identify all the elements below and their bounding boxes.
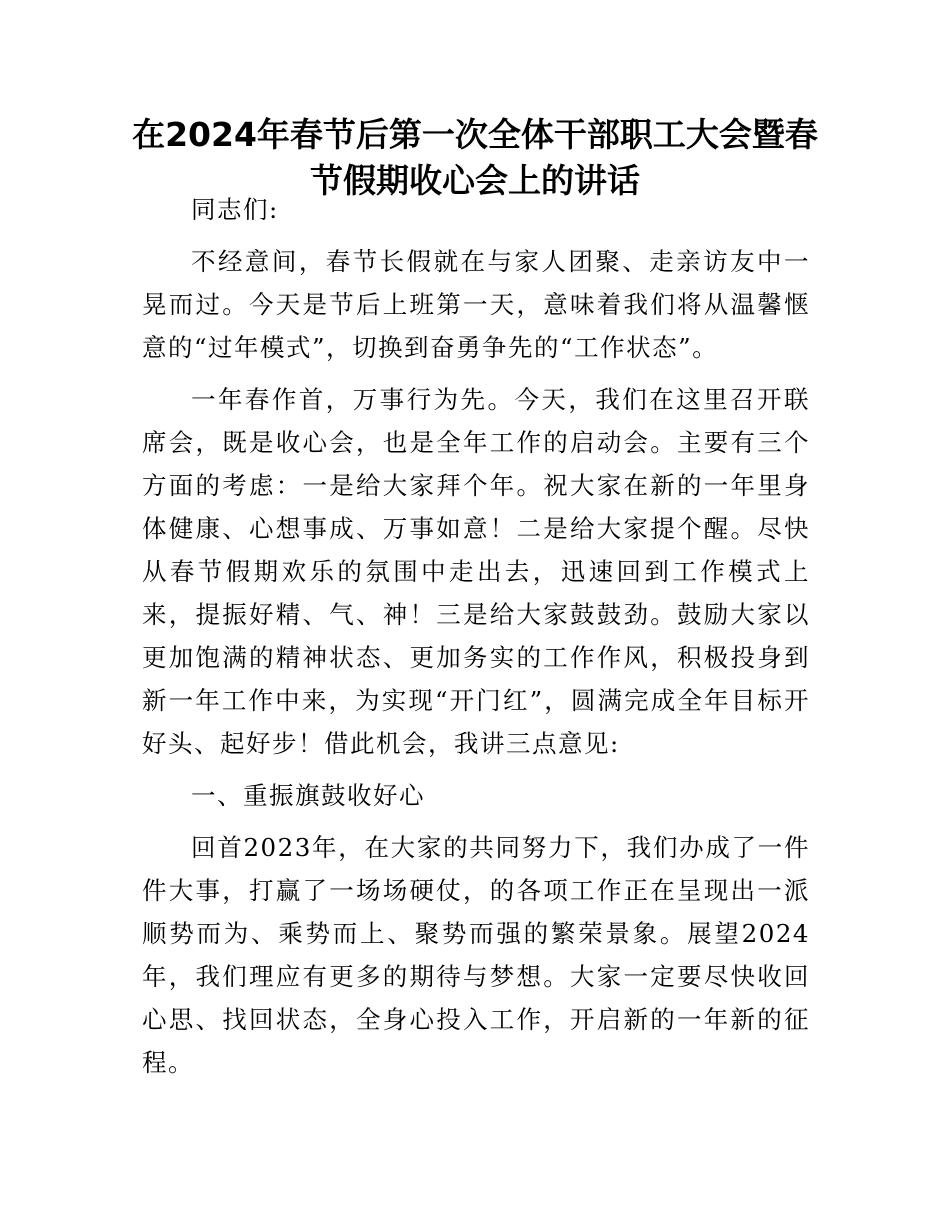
paragraph-section-one: 回首2023年，在大家的共同努力下，我们办成了一件件大事，打赢了一场场硬仗，的各项工作正在呈现出一派顺势而为、乘势而上、聚势而强的繁荣景象。展望2024年，我们理应有更多的期待与梦想。大家一定要尽快收回心思、找回状态，全身心投入工作，开启新的一年新的征程。 [142, 833, 810, 1077]
paragraph-opening: 不经意间，春节长假就在与家人团聚、走亲访友中一晃而过。今天是节后上班第一天，意味着我们将从温馨惬意的“过年模式”，切换到奋勇争先的“工作状态”。 [142, 247, 810, 362]
document-body [142, 188, 810, 1093]
paragraph-purpose: 一年春作首，万事行为先。今天，我们在这里召开联席会，既是收心会，也是全年工作的启动会。主要有三个方面的考虑：一是给大家拜个年。祝大家在新的一年里身体健康、心想事成、万事如意！二是给大家提个醒。尽快从春节假期欢乐的氛围中走出去，迅速回到工作模式上来，提振好精、气、神！三是给大家鼓鼓劲。鼓励大家以更加饱满的精神状态、更加务实的工作作风，积极投身到新一年工作中来，为实现“开门红”，圆满完成全年目标开好头、起好步！借此机会，我讲三点意见: [142, 385, 810, 758]
document-title: 在2024年春节后第一次全体干部职工大会暨春节假期收心会上的讲话 [132, 115, 818, 200]
salutation: 同志们: [191, 195, 279, 224]
section-heading: 一、重振旗鼓收好心 [191, 781, 425, 810]
